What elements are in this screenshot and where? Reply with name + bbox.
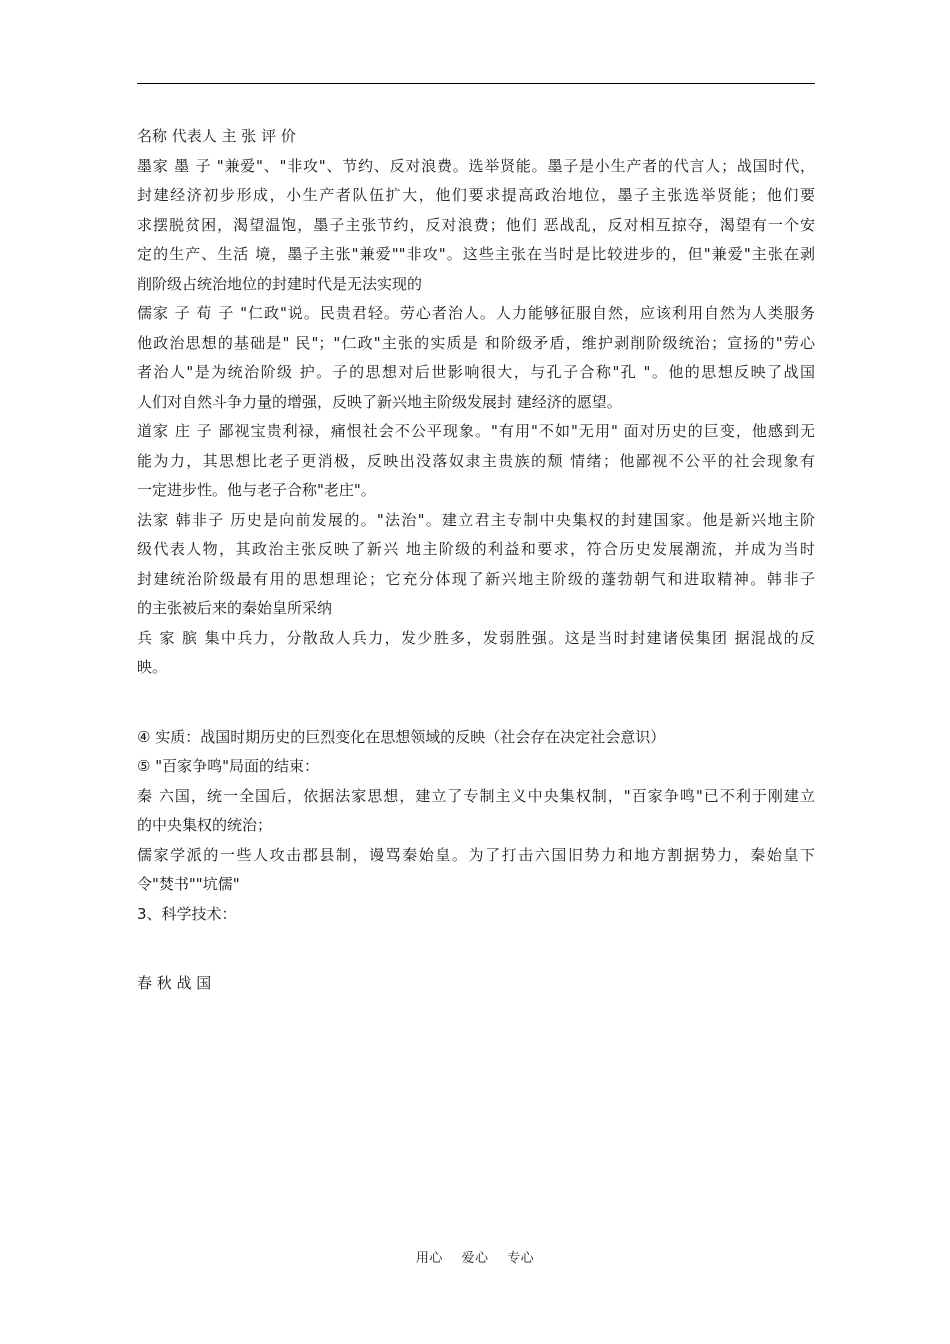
footer-motto-2: 爱心 bbox=[461, 1251, 489, 1266]
text-line: 名称 代表人 主 张 评 价 bbox=[137, 127, 296, 145]
text-line: 墨家 墨 子 "兼爱"、"非攻"、节约、反对浪费。选举贤能。墨子是小生产者的代言人；战国时代， bbox=[137, 156, 815, 175]
text-line: 级代表人物，其政治主张反映了新兴 地主阶级的利益和要求，符合历史发展潮流，并成为当时 bbox=[137, 540, 815, 558]
text-line: 道家 庄 子 鄙视宝贵利禄，痛恨社会不公平现象。"有用"不如"无用" 面对历史的巨变，他感到无 bbox=[137, 422, 815, 440]
paragraph-gap bbox=[137, 683, 815, 723]
text-line: 削阶级占统治地位的封建时代是无法实现的 bbox=[137, 274, 423, 293]
text-line: 他政治思想的基础是" 民"；"仁政"主张的实质是 和阶级矛盾，维护剥削阶级统治；宣扬的"劳心 bbox=[137, 333, 815, 352]
text-line: 封建统治阶级最有用的思想理论；它充分体现了新兴地主阶级的蓬勃朝气和进取精神。韩非子 bbox=[137, 569, 815, 588]
text-line: 秦 六国，统一全国后，依据法家思想，建立了专制主义中央集权制，"百家争鸣"已不利于刚建立 bbox=[137, 786, 815, 805]
text-line: ⑤ "百家争鸣"局面的结束： bbox=[137, 757, 320, 775]
text-line: 者治人"是为统治阶级 护。子的思想对后世影响很大，与孔子合称"孔 "。他的思想反映了战国 bbox=[137, 363, 815, 381]
text-line: 映。 bbox=[137, 658, 168, 676]
footer-motto-1: 用心 bbox=[415, 1251, 443, 1266]
text-line: 定的生产、生活 境，墨子主张"兼爱""非攻"。这些主张在当时是比较进步的，但"兼爱"主张在剥 bbox=[137, 245, 815, 263]
paragraph-gap bbox=[137, 929, 815, 969]
text-line: 法家 韩非子 历史是向前发展的。"法治"。建立君主专制中央集权的封建国家。他是新兴地主阶 bbox=[137, 510, 815, 529]
text-line: 一定进步性。他与老子合称"老庄"。 bbox=[137, 481, 376, 499]
text-line: 的中央集权的统治； bbox=[137, 816, 273, 834]
page-footer bbox=[0, 1247, 950, 1266]
text-line: 春 秋 战 国 bbox=[137, 974, 212, 992]
text-line: 令"焚书""坑儒" bbox=[137, 875, 240, 893]
text-line: 儒家学派的一些人攻击郡县制，谩骂秦始皇。为了打击六国旧势力和地方割据势力，秦始皇下 bbox=[137, 845, 815, 864]
footer-motto-3: 专心 bbox=[507, 1251, 535, 1266]
text-line: 兵 家 膑 集中兵力，分散敌人兵力，发少胜多，发弱胜强。这是当时封建诸侯集团 据混战的反 bbox=[137, 628, 815, 647]
header-rule bbox=[137, 83, 815, 84]
text-line: 儒家 子 荀 子 "仁政"说。民贵君轻。劳心者治人。人力能够征服自然，应该利用自然为人类服务 bbox=[137, 304, 815, 322]
text-line: ④ 实质：战国时期历史的巨烈变化在思想领域的反映（社会存在决定社会意识） bbox=[137, 727, 666, 746]
text-line: 求摆脱贫困，渴望温饱，墨子主张节约，反对浪费；他们 恶战乱，反对相互掠夺，渴望有一个安 bbox=[137, 215, 815, 234]
document-body bbox=[137, 122, 815, 999]
text-line: 能为力，其思想比老子更消极，反映出没落奴隶主贵族的颓 情绪；他鄙视不公平的社会现象有 bbox=[137, 451, 815, 470]
text-line: 的主张被后来的秦始皇所采纳 bbox=[137, 599, 333, 617]
text-line: 3、科学技术： bbox=[137, 904, 237, 923]
text-line: 人们对自然斗争力量的增强，反映了新兴地主阶级发展封 建经济的愿望。 bbox=[137, 392, 622, 411]
text-line: 封建经济初步形成，小生产者队伍扩大，他们要求提高政治地位，墨子主张选举贤能；他们要 bbox=[137, 186, 815, 204]
